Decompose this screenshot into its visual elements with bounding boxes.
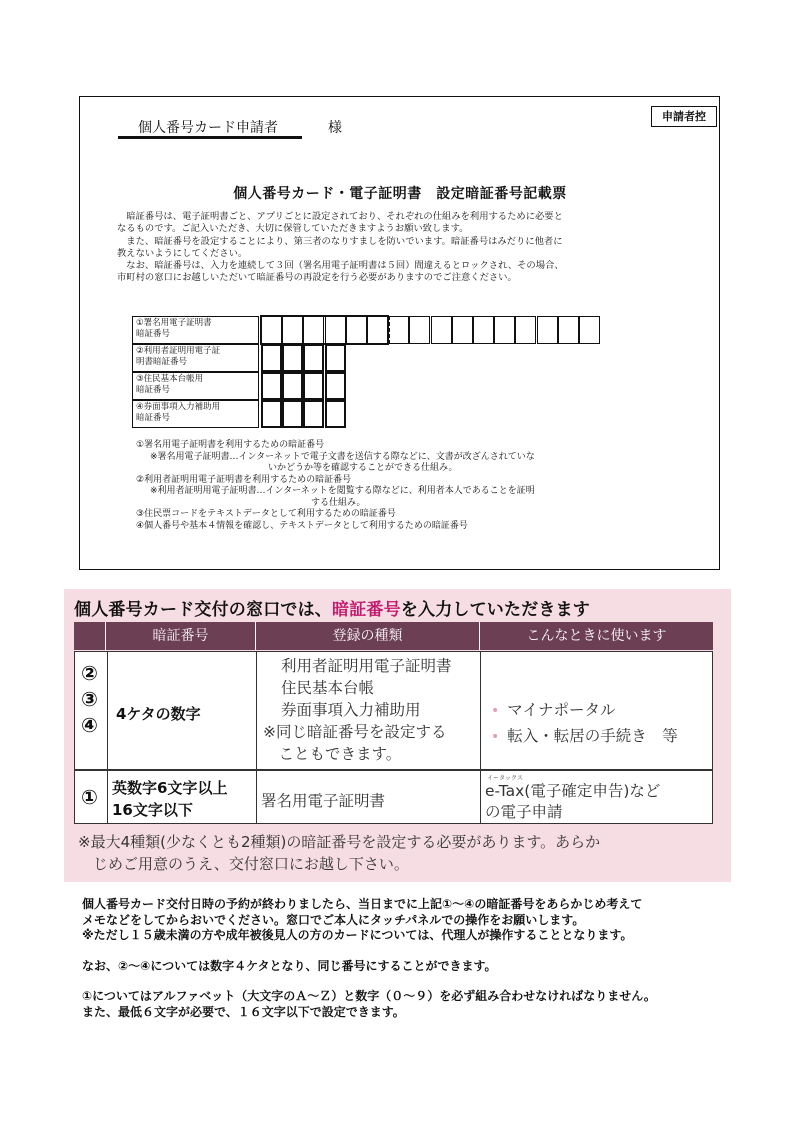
pin-info-title-pre: 個人番号カード交付の窓口では、 <box>74 600 332 620</box>
table-row-num <box>74 770 108 824</box>
pin-digit-box[interactable] <box>452 316 473 344</box>
pin-digit-box[interactable] <box>579 316 600 344</box>
pin-note-line: ※利用者証明用電子証明書…インターネットを閲覧する際などに、利用者本人であることを証明 <box>150 486 535 496</box>
row-num: ④ <box>81 713 98 737</box>
intro-text <box>117 211 687 285</box>
pin-digit-box[interactable] <box>558 316 579 344</box>
pin-info-title-post: を入力していただきます <box>400 600 591 620</box>
instruction-line: メモなどをしてからおいでください。窓口でご本人にタッチパネルでの操作をお願いします。 <box>82 912 585 927</box>
pin-digit-box[interactable] <box>303 372 324 400</box>
pin-info-title <box>74 595 590 620</box>
type-item: 利用者証明用電子証明書 <box>281 657 452 675</box>
instruction-line: また、最低６文字が必要で、１６文字以下で設定できます。 <box>82 1004 405 1019</box>
pin-info-note-line: じめご用意のうえ、交付窓口にお越し下さい。 <box>78 855 409 873</box>
type-item: 署名用電子証明書 <box>261 792 386 810</box>
pin-note-line: ④個人番号や基本４情報を確認し、テキストデータとして利用するための暗証番号 <box>136 520 468 531</box>
pin-digit-box[interactable] <box>261 344 282 372</box>
pin-digit-box[interactable] <box>303 400 324 428</box>
pin-digit-box[interactable] <box>303 316 324 344</box>
type-note: こともできます。 <box>263 745 402 763</box>
table-cell-type <box>256 651 481 770</box>
pin-digit-box[interactable] <box>473 316 494 344</box>
pin-digit-box[interactable] <box>325 316 346 344</box>
pin-format-line: 16文字以下 <box>112 801 193 819</box>
table-cell-use <box>480 770 713 824</box>
intro-line: 市町村の窓口にお越しいただいて暗証番号の再設定を行う必要がありますのでご注意ください。 <box>117 272 517 284</box>
pin-digit-box[interactable] <box>388 316 409 344</box>
table-cell-use <box>480 651 713 770</box>
instruction-line: ※ただし１５歳未満の方や成年被後見人の方のカードについては、代理人が操作することとなります。 <box>82 928 633 943</box>
use-item <box>491 700 615 722</box>
use-ruby: イータックス <box>487 775 523 782</box>
applicant-label: 個人番号カード申請者 <box>138 120 278 136</box>
pin-digit-box[interactable] <box>303 344 324 372</box>
use-item-text: マイナポータル <box>507 701 616 719</box>
pin-digit-box[interactable] <box>282 316 303 344</box>
pin-notes <box>136 440 676 532</box>
pin-digit-box[interactable] <box>537 316 558 344</box>
row-num: ② <box>81 661 98 685</box>
use-item-text: 転入・転居の手続き 等 <box>507 727 678 745</box>
use-item: の電子申請 <box>485 803 563 821</box>
use-item <box>491 726 678 748</box>
pin-note-line: いかどうか等を確認することができる仕組み。 <box>268 463 458 473</box>
bullet-icon: • <box>491 729 500 745</box>
pin-digit-box[interactable] <box>494 316 515 344</box>
pin-digit-box[interactable] <box>261 372 282 400</box>
type-note: ※同じ暗証番号を設定する <box>263 723 447 741</box>
instruction-line: 個人番号カード交付日時の予約が終わりましたら、当日までに上記①～④の暗証番号をあらかじめ考えて <box>82 897 643 911</box>
pin-digit-box[interactable] <box>409 316 430 344</box>
intro-line: 教えないようにしてください。 <box>117 247 248 259</box>
bullet-icon: • <box>491 703 500 719</box>
intro-line: また、暗証番号を設定することにより、第三者のなりすましを防いでいます。暗証番号はみだりに他者に <box>117 235 563 247</box>
pin-digit-box[interactable] <box>261 400 282 428</box>
pin-note-line: ②利用者証明用電子証明書を利用するための暗証番号 <box>136 474 352 485</box>
instruction-paragraph <box>82 989 782 1020</box>
pin-row-label: ①署名用電子証明書 暗証番号 <box>132 316 259 344</box>
pin-digit-box[interactable] <box>325 344 346 372</box>
row-num: ③ <box>81 687 98 711</box>
pin-digit-box[interactable] <box>346 316 367 344</box>
pin-row-label: ③住民基本台帳用 暗証番号 <box>132 372 259 400</box>
pin-digit-box[interactable] <box>325 372 346 400</box>
pin-row-label: ②利用者証明用電子証 明書暗証番号 <box>132 344 259 372</box>
pin-info-title-highlight: 暗証番号 <box>332 600 401 620</box>
stamp-label: 申請者控 <box>651 106 717 127</box>
table-header-use: こんなときに使います <box>480 622 713 650</box>
pin-digit-box[interactable] <box>367 316 388 344</box>
pin-digit-box[interactable] <box>325 400 346 428</box>
pin-digit-box[interactable] <box>282 372 303 400</box>
intro-line: 暗証番号は、電子証明書ごと、アプリごとに設定されており、それぞれの仕組みを利用するために必要と <box>117 211 563 222</box>
pin-row-label: ④券面事項入力補助用 暗証番号 <box>132 400 259 428</box>
applicant-underline <box>118 136 302 139</box>
table-cell-pin <box>107 651 257 770</box>
row-num: ① <box>81 785 98 809</box>
table-cell-type <box>256 770 481 824</box>
pin-info-note-line: ※最大4種類(少なくとも2種類)の暗証番号を設定する必要があります。あらか <box>78 833 601 851</box>
type-item: 券面事項入力補助用 <box>281 701 421 719</box>
pin-note-line: する仕組み。 <box>311 497 366 508</box>
pin-digit-box[interactable] <box>431 316 452 344</box>
applicant-suffix: 様 <box>328 120 342 136</box>
instruction-paragraph <box>82 959 782 975</box>
use-item: e-Tax(電子確定申告)など <box>485 782 661 800</box>
pin-digit-box[interactable] <box>282 400 303 428</box>
table-header-pin: 暗証番号 <box>106 622 256 650</box>
instructions <box>82 897 782 1036</box>
intro-line: なお、暗証番号は、入力を連続して３回（署名用電子証明書は５回）間違えるとロックされ、その場合、 <box>117 260 564 272</box>
pin-note-line: ③住民票コードをテキストデータとして利用するための暗証番号 <box>136 509 396 519</box>
table-cell-pin <box>107 770 257 824</box>
form-title: 個人番号カード・電子証明書 設定暗証番号記載票 <box>233 186 567 202</box>
intro-line: なるものです。ご記入いただき、大切に保管していただきますようお願い致します。 <box>117 223 469 235</box>
pin-digit-box[interactable] <box>515 316 536 344</box>
pin-note-line: ①署名用電子証明書を利用するための暗証番号 <box>136 440 325 450</box>
instruction-paragraph <box>82 897 782 944</box>
table-header-type: 登録の種類 <box>256 622 480 650</box>
pin-digit-box[interactable] <box>261 316 282 344</box>
pin-note-line: ※署名用電子証明書…インターネットで電子文書を送信する際などに、文書が改ざんされていな <box>150 451 535 462</box>
table-row-nums <box>74 651 108 770</box>
table-header-blank <box>74 622 106 650</box>
instruction-line: ①についてはアルファベット（大文字のＡ～Ｚ）と数字（０～９）を必ず組み合わせなければなりません。 <box>82 989 656 1004</box>
pin-format: 4ケタの数字 <box>116 705 201 723</box>
instruction-line: なお、②～④については数字４ケタとなり、同じ番号にすることができます。 <box>82 958 497 973</box>
pin-info-note <box>78 831 718 875</box>
pin-format-line: 英数字6文字以上 <box>112 779 228 797</box>
pin-digit-box[interactable] <box>282 344 303 372</box>
type-item: 住民基本台帳 <box>281 679 375 697</box>
